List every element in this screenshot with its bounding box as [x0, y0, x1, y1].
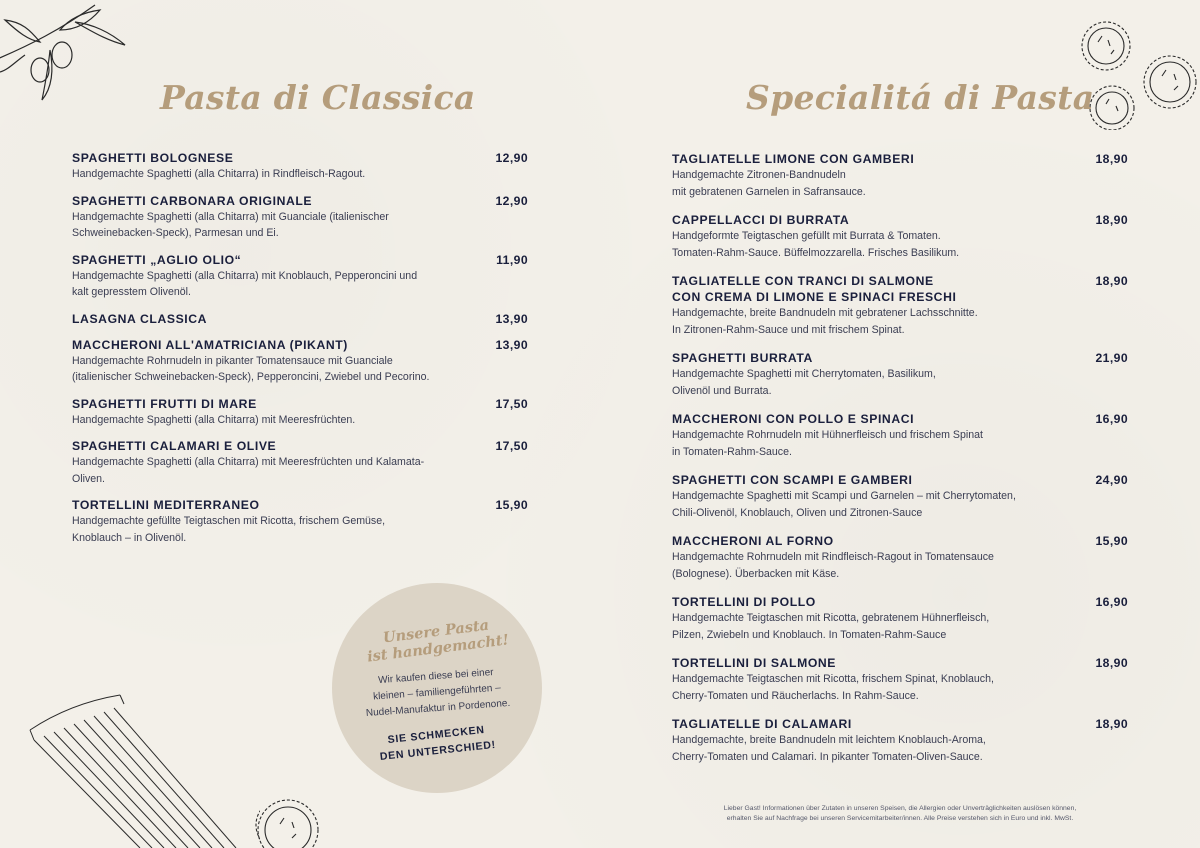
item-price: 18,90	[1095, 717, 1128, 731]
menu-item	[672, 212, 1130, 261]
menu-item	[72, 497, 530, 546]
item-description: Handgemachte Spaghetti (alla Chitarra) mit Guanciale (italienischer Schweinebacken-Speck), Parmesan und Ei.	[72, 210, 389, 239]
item-price: 16,90	[1095, 595, 1128, 609]
item-name: SPAGHETTI CARBONARA ORIGINALE	[72, 193, 313, 208]
menu-item	[72, 396, 530, 429]
item-price: 12,90	[495, 151, 528, 165]
menu-item	[672, 533, 1130, 582]
item-price: 21,90	[1095, 351, 1128, 365]
item-price: 18,90	[1095, 656, 1128, 670]
item-price: 17,50	[495, 396, 528, 411]
menu-item	[72, 438, 530, 487]
item-name: TORTELLINI DI POLLO	[672, 595, 816, 609]
item-price: 11,90	[496, 252, 528, 267]
item-price: 18,90	[1095, 213, 1128, 227]
item-name: TAGLIATELLE LIMONE CON GAMBERI	[672, 152, 915, 166]
menu-item	[72, 337, 530, 386]
menu-item	[672, 716, 1130, 765]
item-description: Handgemachte Rohrnudeln in pikanter Tomatensauce mit Guanciale (italienischer Schweinebacken-Speck), Pepperoncini, Zwiebel und Pecorino.	[72, 354, 430, 383]
item-price: 15,90	[1095, 534, 1128, 548]
olive-branch-icon	[0, 0, 135, 110]
item-description: Handgemachte Spaghetti (alla Chitarra) mit Meeresfrüchten.	[72, 413, 356, 426]
item-description: Handgemachte Spaghetti (alla Chitarra) mit Knoblauch, Pepperoncini und kalt gepresstem Olivenöl.	[72, 269, 418, 298]
item-name: SPAGHETTI CALAMARI E OLIVE	[72, 439, 277, 453]
item-name: SPAGHETTI „AGLIO OLIO“	[72, 252, 242, 267]
item-price: 17,50	[495, 439, 528, 453]
menu-item	[672, 151, 1130, 200]
item-name: SPAGHETTI BURRATA	[672, 351, 813, 365]
menu-item	[672, 594, 1130, 643]
item-description: Handgemachte Zitronen-Bandnudeln mit gebratenen Garnelen in Safransauce.	[672, 169, 866, 198]
item-price: 13,90	[495, 311, 528, 326]
menu-item	[672, 472, 1130, 521]
item-price: 15,90	[495, 498, 528, 512]
item-description: Handgemachte Spaghetti mit Cherrytomaten, Basilikum, Olivenöl und Burrata.	[672, 368, 936, 397]
item-price: 24,90	[1095, 473, 1128, 487]
item-description: Handgemachte Teigtaschen mit Ricotta, gebratenem Hühnerfleisch, Pilzen, Zwiebeln und Knoblauch. In Tomaten-Rahm-Sauce	[672, 612, 990, 641]
item-name: MACCHERONI CON POLLO E SPINACI	[672, 412, 915, 426]
handmade-pasta-badge	[332, 583, 542, 793]
item-description: Handgemachte Spaghetti (alla Chitarra) in Rindfleisch-Ragout.	[72, 168, 366, 180]
menu-item	[672, 411, 1130, 460]
menu-item	[672, 350, 1130, 399]
badge-text: Wir kaufen diese bei einer kleinen – familiengeführten – Nudel-Manufaktur in Pordenone.	[365, 667, 511, 719]
item-name: TAGLIATELLE CON TRANCI DI SALMONE CON CREMA DI LIMONE E SPINACI FRESCHI	[672, 274, 957, 304]
item-description: Handgemachte Rohrnudeln mit Rindfleisch-Ragout in Tomatensauce (Bolognese). Überbacken mit Käse.	[672, 551, 994, 580]
item-description: Handgemachte Teigtaschen mit Ricotta, frischem Spinat, Knoblauch, Cherry-Tomaten und Räucherlachs. In Rahm-Sauce.	[672, 673, 994, 702]
item-name: LASAGNA CLASSICA	[72, 311, 208, 326]
item-price: 13,90	[495, 337, 528, 352]
menu-item	[72, 311, 530, 327]
badge-claim: SIE SCHMECKEN DEN UNTERSCHIED!	[379, 723, 497, 764]
badge-title: Unsere Pasta ist handgemacht!	[366, 616, 510, 666]
item-description: Handgemachte Spaghetti mit Scampi und Garnelen – mit Cherrytomaten, Chili-Olivenöl, Knoblauch, Oliven und Zitronen-Sauce	[672, 490, 1016, 519]
item-name: MACCHERONI ALL'AMATRICIANA (PIKANT)	[72, 337, 348, 352]
item-description: Handgemachte Rohrnudeln mit Hühnerfleisch und frischem Spinat in Tomaten-Rahm-Sauce.	[672, 429, 983, 458]
item-name: CAPPELLACCI DI BURRATA	[672, 213, 850, 227]
menu-item	[72, 252, 530, 301]
classic-pasta-list	[72, 150, 530, 546]
section-title-classica: Pasta di Classica	[160, 78, 476, 117]
item-description: Handgemachte, breite Bandnudeln mit gebratener Lachsschnitte. In Zitronen-Rahm-Sauce und mit frischem Spinat.	[672, 307, 978, 336]
item-price: 16,90	[1095, 412, 1128, 426]
item-price: 12,90	[495, 193, 528, 208]
item-name: SPAGHETTI FRUTTI DI MARE	[72, 396, 257, 411]
item-name: TORTELLINI MEDITERRANEO	[72, 498, 260, 512]
item-price: 18,90	[1095, 152, 1128, 166]
spaghetti-bundle-icon	[20, 690, 260, 848]
item-name: SPAGHETTI BOLOGNESE	[72, 151, 234, 165]
section-title-specialita: Specialitá di Pasta	[746, 78, 1095, 117]
item-description: Handgemachte, breite Bandnudeln mit leichtem Knoblauch-Aroma, Cherry-Tomaten und Calamari. In pikanter Tomaten-Oliven-Sauce.	[672, 734, 986, 763]
menu-item	[72, 193, 530, 242]
item-description: Handgemachte Spaghetti (alla Chitarra) mit Meeresfrüchten und Kalamata- Oliven.	[72, 456, 425, 485]
item-description: Handgeformte Teigtaschen gefüllt mit Burrata & Tomaten. Tomaten-Rahm-Sauce. Büffelmozzarella. Frisches Basilikum.	[672, 230, 960, 259]
item-name: SPAGHETTI CON SCAMPI E GAMBERI	[672, 473, 913, 487]
item-name: MACCHERONI AL FORNO	[672, 534, 834, 548]
specialita-pasta-list	[672, 151, 1130, 765]
menu-item	[72, 150, 530, 183]
item-description: Handgemachte gefüllte Teigtaschen mit Ricotta, frischem Gemüse, Knoblauch – in Olivenöl.	[72, 515, 386, 544]
ravioli-small-icon	[248, 790, 328, 848]
menu-item	[672, 655, 1130, 704]
menu-item	[672, 273, 1130, 338]
allergen-note: Lieber Gast! Informationen über Zutaten in unseren Speisen, die Allergien oder Unverträglichkeiten auslösen können, erhalten Sie auf Nachfrage bei unseren Servicemitarbeiter/innen. Alle Preise verstehen sich in Euro und inkl. MwSt.	[723, 805, 1077, 822]
item-name: TORTELLINI DI SALMONE	[672, 656, 837, 670]
item-name: TAGLIATELLE DI CALAMARI	[672, 717, 852, 731]
item-price: 18,90	[1095, 274, 1128, 288]
